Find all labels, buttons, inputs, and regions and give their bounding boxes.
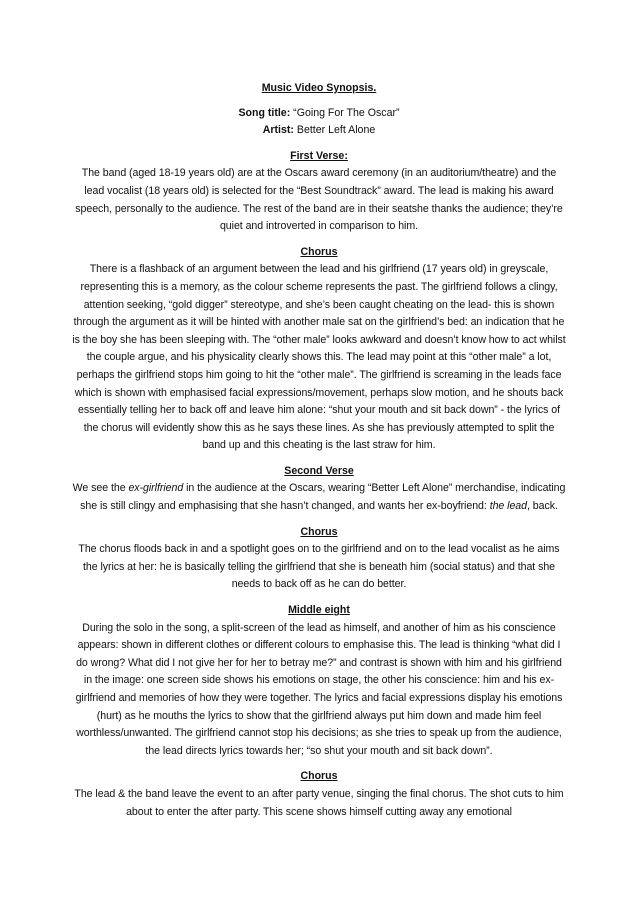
second-verse-text-after: , back.	[527, 500, 558, 513]
second-verse-italic-the-lead: the lead	[489, 500, 527, 513]
second-verse-text-before: We see the	[72, 482, 129, 495]
song-title-value: “Going For The Oscar”	[290, 106, 400, 119]
artist-value: Better Left Alone	[293, 124, 376, 137]
document-title: Music Video Synopsis.	[261, 82, 377, 94]
chorus-1-heading: Chorus	[300, 245, 338, 258]
artist-line	[72, 122, 566, 140]
second-verse-text-middle: in the audience at the Oscars, wearing “Better Left Alone” merchandise, indicating she is still clingy and emphasising that she hasn’t changed, and wants her ex-boyfriend:	[80, 482, 566, 513]
chorus-3-text: The lead & the band leave the event to an after party venue, singing the final chorus. The shot cuts to him about to enter the after party. This scene shows himself cutting away any emotional	[74, 787, 564, 818]
song-title-label: Song title:	[238, 106, 291, 119]
second-verse-heading: Second Verse	[284, 464, 354, 477]
song-title-line	[72, 105, 566, 123]
first-verse-heading: First Verse:	[290, 149, 348, 162]
chorus-2-heading: Chorus	[300, 525, 338, 538]
chorus-1-text: There is a flashback of an argument between the lead and his girlfriend (17 years old) in greyscale, representing this is a memory, as the colour scheme represents the past. The girlfriend follows a clingy, attention seeking, “gold digger” stereotype, and she’s been caught cheating on the lead- this is shown through the argument as it will be hinted with another male sat on the girlfriend’s bed: an indication that he is the boy she has been sleeping with. The “other male” looks awkward and doesn’t know how to act whilst the couple argue, and his physicality clearly shows this. The lead may point at this “other male” a lot, perhaps the girlfriend stops him going to hit the “other male”. The girlfriend is screaming in the leads face which is shown with emphasised facial expressions/movement, perhaps slow motion, and he shouts back essentially telling her to back off and leave him alone: “shut your mouth and sit back down” - the lyrics of the chorus will evidently show this as he says these lines. As she has previously attempted to split the band up and this cheating is the last straw for him.	[72, 263, 566, 452]
document-page	[72, 80, 566, 821]
middle-eight-text: During the solo in the song, a split-screen of the lead as himself, and another of him as his conscience appears: shown in different clothes or different colours to emphasise this. The lead is thinking “what did I do wrong? What did I not give her for her to betray me?” and contrast is shown with him and his girlfriend in the image: one screen side shows his emotions on stage, the other his conscience: him and his ex-girlfriend and memories of how they were together. The lyrics and facial expressions display his emotions (hurt) as he mouths the lyrics to show that the girlfriend always put him down and made him feel worthless/unwanted. The girlfriend cannot stop his decisions; as she tries to speak up from the audience, the lead directs lyrics towards her; “so shut your mouth and sit back down”.	[75, 621, 563, 757]
middle-eight-heading: Middle eight	[288, 604, 350, 617]
chorus-3-heading: Chorus	[300, 770, 338, 783]
chorus-2-text: The chorus floods back in and a spotlight goes on to the girlfriend and on to the lead vocalist as he aims the lyrics at her: he is basically telling the girlfriend that she is beneath him (social status) and that she needs to back off as he can do better.	[78, 543, 560, 591]
second-verse-italic-ex-girlfriend: ex-girlfriend	[128, 482, 184, 495]
first-verse-text: The band (aged 18-19 years old) are at the Oscars award ceremony (in an auditorium/theatre) and the lead vocalist (18 years old) is selected for the “Best Soundtrack” award. The lead is making his award speech, personally to the audience. The rest of the band are in their seatshe thanks the audience; they’re quiet and introverted in comparison to him.	[75, 167, 563, 233]
second-verse-text	[72, 480, 566, 515]
artist-label: Artist:	[262, 124, 294, 137]
